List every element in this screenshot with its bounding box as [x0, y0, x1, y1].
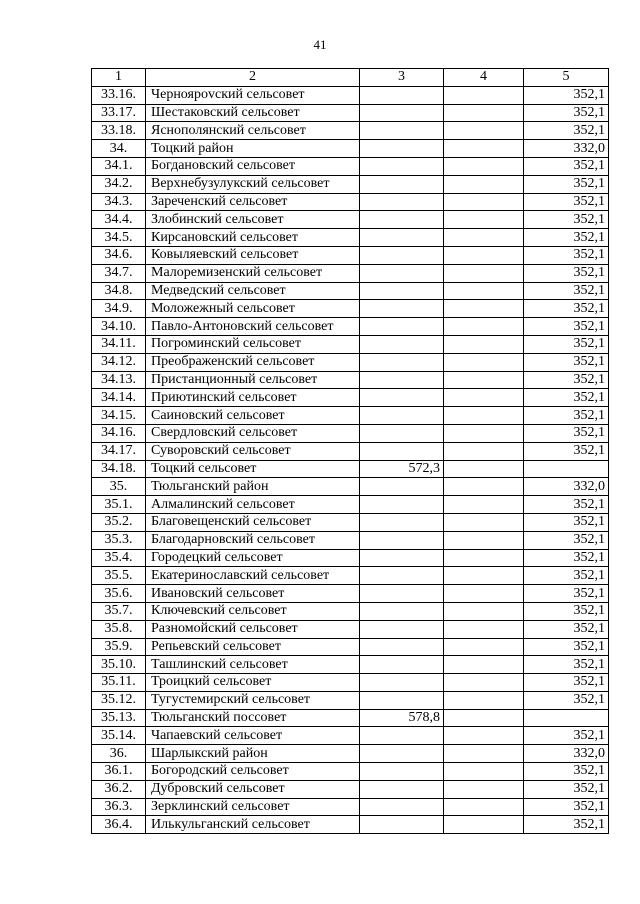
row-value-col4: [444, 407, 524, 425]
row-value-col5: 352,1: [524, 763, 609, 781]
row-value-col4: [444, 709, 524, 727]
row-value-col5: 352,1: [524, 602, 609, 620]
row-value-col3: [360, 211, 444, 229]
row-value-col5: 352,1: [524, 442, 609, 460]
row-name: Моложежный сельсовет: [146, 300, 360, 318]
row-number: 34.14.: [92, 389, 146, 407]
row-value-col3: [360, 567, 444, 585]
row-name: Черноярovский сельсовет: [146, 86, 360, 104]
table-row: [92, 264, 609, 282]
row-name: Благодарновский сельсовет: [146, 531, 360, 549]
table-row: [92, 798, 609, 816]
row-value-col3: [360, 353, 444, 371]
table-row: [92, 585, 609, 603]
row-value-col5: 332,0: [524, 745, 609, 763]
row-value-col4: [444, 780, 524, 798]
row-name: Малоремизенский сельсовет: [146, 264, 360, 282]
page-number: 41: [313, 37, 327, 52]
row-name: Репьевский сельсовет: [146, 638, 360, 656]
row-name: Саиновский сельсовет: [146, 407, 360, 425]
row-name: Ковыляевский сельсовет: [146, 246, 360, 264]
table-row: [92, 745, 609, 763]
row-number: 35.3.: [92, 531, 146, 549]
row-number: 34.9.: [92, 300, 146, 318]
row-value-col5: 332,0: [524, 140, 609, 158]
row-name: Павло-Антоновский сельсовет: [146, 318, 360, 336]
row-name: Преображенский сельсовет: [146, 353, 360, 371]
row-name: Чапаевский сельсовет: [146, 727, 360, 745]
row-value-col3: [360, 193, 444, 211]
row-number: 35.1.: [92, 496, 146, 514]
row-value-col3: [360, 371, 444, 389]
table-row: [92, 211, 609, 229]
row-number: 35.14.: [92, 727, 146, 745]
row-value-col4: [444, 86, 524, 104]
row-name: Медведский сельсовет: [146, 282, 360, 300]
row-value-col4: [444, 442, 524, 460]
row-value-col5: 352,1: [524, 780, 609, 798]
row-name: Илькульганский сельсовет: [146, 816, 360, 834]
row-value-col5: 352,1: [524, 638, 609, 656]
table-header: [92, 69, 609, 87]
table-row: [92, 86, 609, 104]
row-value-col4: [444, 585, 524, 603]
row-value-col5: 352,1: [524, 585, 609, 603]
row-name: Троицкий сельсовет: [146, 674, 360, 692]
row-number: 36.1.: [92, 763, 146, 781]
row-value-col4: [444, 763, 524, 781]
table-row: [92, 300, 609, 318]
row-value-col4: [444, 193, 524, 211]
row-name: Шарлыкский район: [146, 745, 360, 763]
row-value-col4: [444, 602, 524, 620]
table-row: [92, 193, 609, 211]
table-row: [92, 460, 609, 478]
row-value-col3: [360, 513, 444, 531]
row-value-col3: [360, 816, 444, 834]
table-row: [92, 709, 609, 727]
row-value-col3: 572,3: [360, 460, 444, 478]
row-value-col4: [444, 318, 524, 336]
table-row: [92, 549, 609, 567]
row-number: 34.4.: [92, 211, 146, 229]
row-value-col5: 352,1: [524, 353, 609, 371]
row-number: 34.12.: [92, 353, 146, 371]
table-row: [92, 282, 609, 300]
row-value-col4: [444, 478, 524, 496]
row-value-col3: [360, 442, 444, 460]
row-number: 34.2.: [92, 175, 146, 193]
row-value-col4: [444, 157, 524, 175]
row-number: 35.: [92, 478, 146, 496]
row-number: 35.13.: [92, 709, 146, 727]
row-number: 34.11.: [92, 335, 146, 353]
row-value-col3: [360, 798, 444, 816]
table-row: [92, 229, 609, 247]
row-value-col4: [444, 353, 524, 371]
row-name: Приютинский сельсовет: [146, 389, 360, 407]
row-value-col5: 352,1: [524, 282, 609, 300]
row-value-col4: [444, 211, 524, 229]
table-row: [92, 246, 609, 264]
row-name: Зерклинский сельсовет: [146, 798, 360, 816]
row-value-col4: [444, 567, 524, 585]
row-number: 35.2.: [92, 513, 146, 531]
row-value-col3: [360, 246, 444, 264]
row-value-col5: 352,1: [524, 691, 609, 709]
row-value-col5: 352,1: [524, 264, 609, 282]
row-value-col3: [360, 389, 444, 407]
row-value-col5: 352,1: [524, 229, 609, 247]
row-number: 34.7.: [92, 264, 146, 282]
table-row: [92, 157, 609, 175]
row-number: 35.8.: [92, 620, 146, 638]
row-value-col5: 352,1: [524, 175, 609, 193]
row-value-col4: [444, 122, 524, 140]
row-value-col5: 352,1: [524, 620, 609, 638]
row-number: 35.11.: [92, 674, 146, 692]
row-number: 36.3.: [92, 798, 146, 816]
table-row: [92, 318, 609, 336]
row-name: Богородский сельсовет: [146, 763, 360, 781]
row-value-col3: [360, 175, 444, 193]
row-name: Ключевский сельсовет: [146, 602, 360, 620]
table-row: [92, 496, 609, 514]
row-name: Городецкий сельсовет: [146, 549, 360, 567]
row-value-col4: [444, 460, 524, 478]
row-value-col3: [360, 549, 444, 567]
table-row: [92, 478, 609, 496]
row-number: 34.8.: [92, 282, 146, 300]
row-value-col4: [444, 691, 524, 709]
row-value-col5: 352,1: [524, 104, 609, 122]
row-value-col4: [444, 389, 524, 407]
row-value-col3: [360, 763, 444, 781]
row-name: Суворовский сельсовет: [146, 442, 360, 460]
table-row: [92, 442, 609, 460]
row-value-col5: 332,0: [524, 478, 609, 496]
column-header-3: 3: [360, 69, 444, 87]
table-row: [92, 353, 609, 371]
row-number: 34.16.: [92, 424, 146, 442]
row-value-col3: [360, 531, 444, 549]
table-row: [92, 407, 609, 425]
row-number: 34.15.: [92, 407, 146, 425]
row-value-col3: [360, 727, 444, 745]
row-name: Алмалинский сельсовет: [146, 496, 360, 514]
row-value-col3: [360, 86, 444, 104]
row-value-col5: 352,1: [524, 496, 609, 514]
row-value-col5: 352,1: [524, 335, 609, 353]
column-header-5: 5: [524, 69, 609, 87]
row-name: Ивановский сельсовет: [146, 585, 360, 603]
table-row: [92, 656, 609, 674]
row-value-col4: [444, 335, 524, 353]
table-row: [92, 531, 609, 549]
table-row: [92, 816, 609, 834]
table-row: [92, 175, 609, 193]
row-value-col5: 352,1: [524, 549, 609, 567]
row-name: Тоцкий район: [146, 140, 360, 158]
row-number: 34.6.: [92, 246, 146, 264]
row-name: Богдановский сельсовет: [146, 157, 360, 175]
table-row: [92, 513, 609, 531]
row-value-col3: [360, 282, 444, 300]
row-value-col5: 352,1: [524, 318, 609, 336]
row-value-col4: [444, 638, 524, 656]
table-row: [92, 567, 609, 585]
row-value-col5: 352,1: [524, 246, 609, 264]
row-value-col3: [360, 300, 444, 318]
row-value-col4: [444, 816, 524, 834]
row-value-col3: [360, 318, 444, 336]
row-name: Благовещенский сельсовет: [146, 513, 360, 531]
table-row: [92, 122, 609, 140]
table-row: [92, 727, 609, 745]
table-row: [92, 140, 609, 158]
row-number: 34.5.: [92, 229, 146, 247]
row-name: Свердловский сельсовет: [146, 424, 360, 442]
row-value-col3: [360, 157, 444, 175]
table-row: [92, 389, 609, 407]
row-value-col5: [524, 709, 609, 727]
row-value-col5: [524, 460, 609, 478]
row-value-col5: 352,1: [524, 531, 609, 549]
table-row: [92, 620, 609, 638]
table-row: [92, 602, 609, 620]
row-value-col3: [360, 745, 444, 763]
row-name: Злобинский сельсовет: [146, 211, 360, 229]
row-value-col4: [444, 727, 524, 745]
row-value-col5: 352,1: [524, 513, 609, 531]
row-value-col4: [444, 798, 524, 816]
row-value-col3: [360, 496, 444, 514]
row-number: 34.18.: [92, 460, 146, 478]
row-value-col3: [360, 638, 444, 656]
row-value-col5: 352,1: [524, 371, 609, 389]
row-value-col3: [360, 122, 444, 140]
row-number: 36.2.: [92, 780, 146, 798]
table-row: [92, 335, 609, 353]
row-value-col4: [444, 104, 524, 122]
column-header-4: 4: [444, 69, 524, 87]
table-row: [92, 763, 609, 781]
row-value-col5: 352,1: [524, 211, 609, 229]
row-value-col4: [444, 246, 524, 264]
row-value-col3: [360, 602, 444, 620]
row-name: Дубровский сельсовет: [146, 780, 360, 798]
row-value-col4: [444, 549, 524, 567]
row-value-col5: 352,1: [524, 656, 609, 674]
row-value-col4: [444, 140, 524, 158]
row-value-col4: [444, 674, 524, 692]
row-value-col4: [444, 496, 524, 514]
row-name: Ташлинский сельсовет: [146, 656, 360, 674]
row-number: 34.17.: [92, 442, 146, 460]
row-value-col3: [360, 585, 444, 603]
row-value-col3: [360, 478, 444, 496]
row-value-col5: 352,1: [524, 567, 609, 585]
row-value-col5: 352,1: [524, 300, 609, 318]
row-value-col4: [444, 229, 524, 247]
row-value-col4: [444, 745, 524, 763]
row-value-col5: 352,1: [524, 816, 609, 834]
row-value-col3: [360, 407, 444, 425]
row-value-col3: [360, 140, 444, 158]
table-row: [92, 674, 609, 692]
row-number: 35.9.: [92, 638, 146, 656]
row-number: 35.6.: [92, 585, 146, 603]
row-value-col5: 352,1: [524, 407, 609, 425]
row-value-col3: [360, 656, 444, 674]
row-number: 35.10.: [92, 656, 146, 674]
row-number: 35.12.: [92, 691, 146, 709]
row-number: 35.4.: [92, 549, 146, 567]
row-name: Тоцкий сельсовет: [146, 460, 360, 478]
row-number: 34.13.: [92, 371, 146, 389]
row-number: 35.7.: [92, 602, 146, 620]
row-value-col4: [444, 175, 524, 193]
row-name: Верхнебузулукский сельсовет: [146, 175, 360, 193]
row-name: Шестаковский сельсовет: [146, 104, 360, 122]
row-name: Разномойский сельсовет: [146, 620, 360, 638]
row-value-col3: [360, 674, 444, 692]
row-number: 34.3.: [92, 193, 146, 211]
row-value-col3: [360, 104, 444, 122]
row-number: 33.18.: [92, 122, 146, 140]
row-number: 33.16.: [92, 86, 146, 104]
row-number: 34.: [92, 140, 146, 158]
row-value-col3: [360, 780, 444, 798]
table-row: [92, 780, 609, 798]
table-row: [92, 691, 609, 709]
row-value-col5: 352,1: [524, 86, 609, 104]
row-number: 34.1.: [92, 157, 146, 175]
row-value-col3: 578,8: [360, 709, 444, 727]
row-value-col3: [360, 229, 444, 247]
table-row: [92, 104, 609, 122]
row-value-col5: 352,1: [524, 389, 609, 407]
row-value-col4: [444, 424, 524, 442]
row-value-col3: [360, 335, 444, 353]
row-value-col3: [360, 620, 444, 638]
row-name: Тюльганский район: [146, 478, 360, 496]
row-value-col3: [360, 264, 444, 282]
header-row: [92, 69, 609, 87]
table-row: [92, 638, 609, 656]
row-value-col4: [444, 371, 524, 389]
row-name: Зареченский сельсовет: [146, 193, 360, 211]
row-name: Тюльганский поссовет: [146, 709, 360, 727]
row-value-col4: [444, 656, 524, 674]
row-value-col4: [444, 300, 524, 318]
row-value-col4: [444, 531, 524, 549]
row-value-col4: [444, 513, 524, 531]
row-name: Кирсановский сельсовет: [146, 229, 360, 247]
row-number: 33.17.: [92, 104, 146, 122]
row-name: Яснополянский сельсовет: [146, 122, 360, 140]
row-number: 34.10.: [92, 318, 146, 336]
row-number: 35.5.: [92, 567, 146, 585]
row-number: 36.: [92, 745, 146, 763]
table-body: [92, 86, 609, 833]
row-value-col3: [360, 424, 444, 442]
table-row: [92, 424, 609, 442]
row-value-col4: [444, 282, 524, 300]
row-value-col5: 352,1: [524, 193, 609, 211]
row-name: Екатеринославский сельсовет: [146, 567, 360, 585]
column-header-2: 2: [146, 69, 360, 87]
row-number: 36.4.: [92, 816, 146, 834]
row-name: Пристанционный сельсовет: [146, 371, 360, 389]
row-value-col4: [444, 264, 524, 282]
row-value-col5: 352,1: [524, 424, 609, 442]
row-value-col5: 352,1: [524, 727, 609, 745]
row-value-col3: [360, 691, 444, 709]
column-header-1: 1: [92, 69, 146, 87]
row-value-col5: 352,1: [524, 674, 609, 692]
row-value-col5: 352,1: [524, 798, 609, 816]
row-value-col5: 352,1: [524, 157, 609, 175]
row-value-col4: [444, 620, 524, 638]
row-value-col5: 352,1: [524, 122, 609, 140]
row-name: Погроминский сельсовет: [146, 335, 360, 353]
table-row: [92, 371, 609, 389]
data-table: [91, 68, 609, 834]
row-name: Тугустемирский сельсовет: [146, 691, 360, 709]
